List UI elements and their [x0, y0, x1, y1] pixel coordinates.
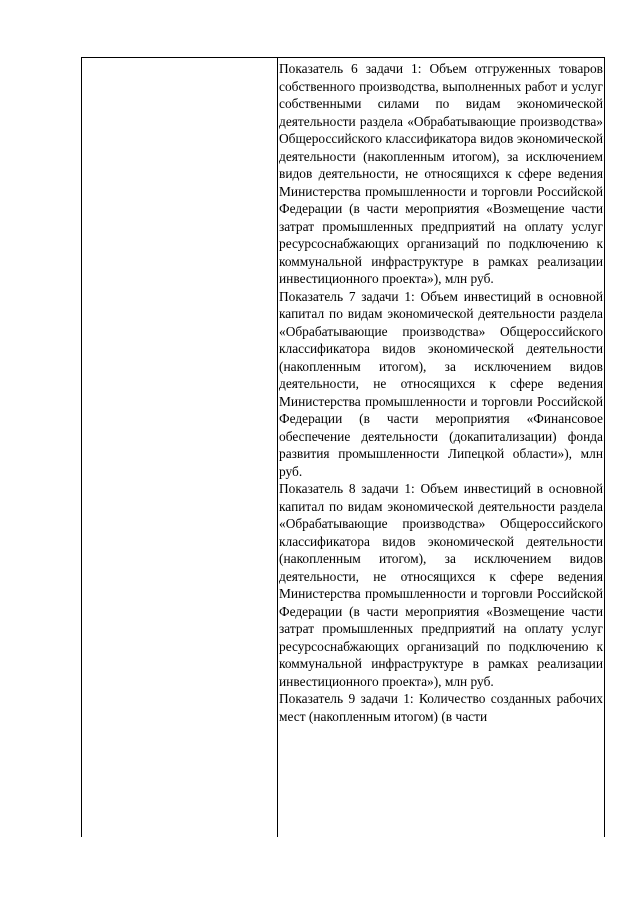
indicator-9-text: Показатель 9 задачи 1: Количество созданных рабочих мест (накопленным итогом) (в части	[279, 691, 603, 724]
table-left-cell	[82, 58, 278, 837]
indicator-8-text: Показатель 8 задачи 1: Объем инвестиций в основной капитал по видам экономической деятельности раздела «Обрабатывающие производства» Общероссийского классификатора видов экономической деятельности (накопленным итогом), за исключением видов деятельности, не относящихся к сфере ведения Министерства промышленности и торговли Российской Федерации (в части мероприятия «Возмещение части затрат промышленных предприятий на оплату услуг ресурсоснабжающих организаций по подключению к коммунальной инфраструктуре в рамках реализации инвестиционного проекта»), млн руб.	[279, 481, 603, 689]
table-right-cell	[279, 60, 603, 836]
indicators-table	[81, 57, 605, 837]
indicator-6-text: Показатель 6 задачи 1: Объем отгруженных товаров собственного производства, выполненных работ и услуг собственными силами по видам экономической деятельности раздела «Обрабатывающие производства» Общероссийского классификатора видов экономической деятельности (накопленным итогом), за исключением видов деятельности, не относящихся к сфере ведения Министерства промышленности и торговли Российской Федерации (в части мероприятия «Возмещение части затрат промышленных предприятий на оплату услуг ресурсоснабжающих организаций по подключению к коммунальной инфраструктуре в рамках реализации инвестиционного проекта»), млн руб.	[279, 61, 603, 286]
indicator-7-text: Показатель 7 задачи 1: Объем инвестиций в основной капитал по видам экономической деятельности раздела «Обрабатывающие производства» Общероссийского классификатора видов экономической деятельности (накопленным итогом), за исключением видов деятельности, не относящихся к сфере ведения Министерства промышленности и торговли Российской Федерации (в части мероприятия «Финансовое обеспечение деятельности (докапитализации) фонда развития промышленности Липецкой области»), млн руб.	[279, 288, 603, 479]
